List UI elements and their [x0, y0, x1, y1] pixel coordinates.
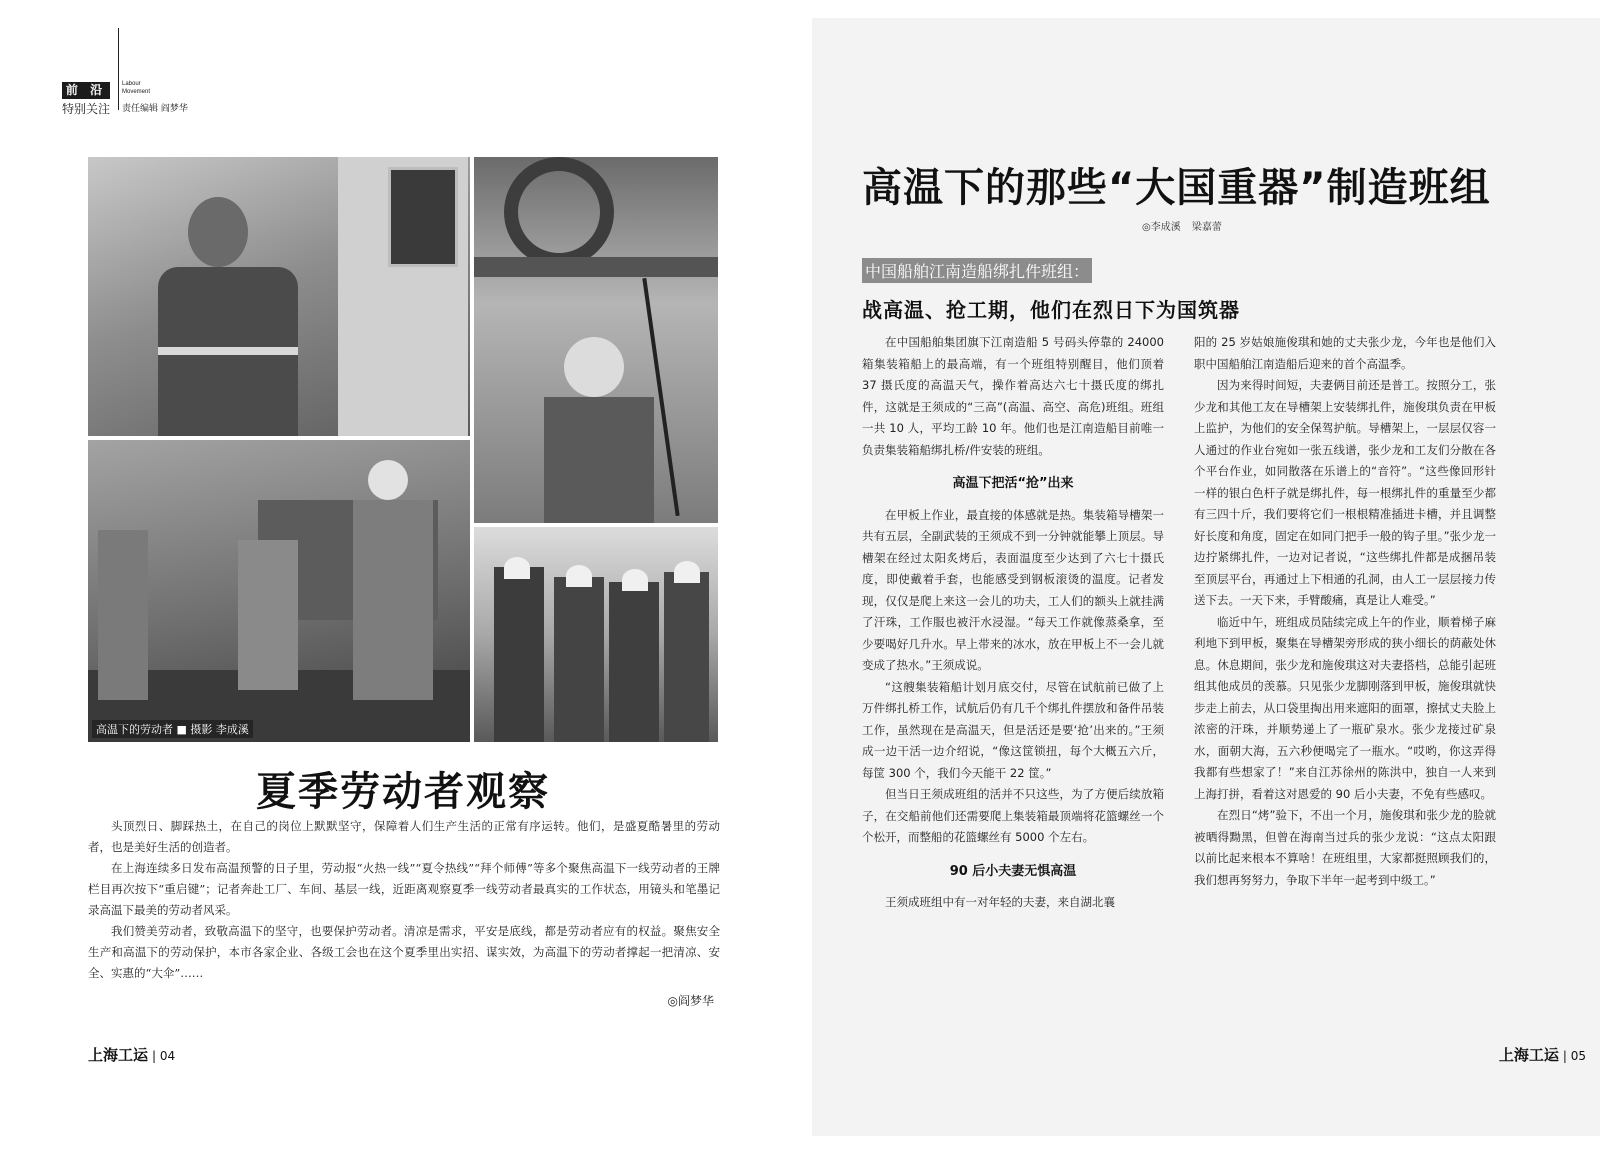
article-paragraph: “这艘集装箱船计划月底交付，尽管在试航前已做了上万件绑扎桥工作，试航后仍有几千个绑扎件摆放和备件吊装工作，虽然现在是高温天，但是活还是要‘抢’出来的。”王须成一边干活一边介绍说，“像这筐锁扭，每个大概五六斤，每筐 300 个，我们今天能干 22 筐。” [862, 679, 1164, 780]
article-title: 高温下的那些“大国重器”制造班组 [862, 165, 1491, 211]
intro-paragraph: 头顶烈日、脚踩热土，在自己的岗位上默默坚守，保障着人们生产生活的正常有序运转。他们，是盛夏酷暑里的劳动者，也是美好生活的创造者。 [88, 819, 720, 854]
section-subtitle: 特别关注 [62, 102, 111, 116]
article-paragraph: 在中国船舶集团旗下江南造船 5 号码头停靠的 24000 箱集装箱船上的最高端，有一个班组特别醒目，他们顶着 37 摄氏度的高温天气，操作着高达六七十摄氏度的绑扎件，这就是王须成的“三高”(高温、高空、高危)班组。班组一共 10 人，平均工龄 10 年。他们也是江南造船目前唯一负责集装箱船绑扎桥/件安装的班组。 [862, 335, 1164, 457]
right-page [812, 18, 1600, 1136]
article-column-2 [1194, 332, 1496, 891]
article-byline: ◎李成溪 梁嘉蕾 [1142, 222, 1222, 233]
intro-text [88, 816, 720, 984]
folio-left: 上海工运 | 04 [88, 1046, 176, 1064]
article-kicker: 中国船舶江南造船绑扎件班组： [862, 258, 1092, 283]
page-title: 夏季劳动者观察 [256, 768, 550, 815]
photo-caption: 高温下的劳动者 ■ 摄影 李成溪 [92, 720, 253, 738]
photo-worker-hook [474, 157, 718, 523]
section-editor: 责任编辑 阎梦华 [122, 104, 188, 114]
page-number: 05 [1570, 1049, 1586, 1063]
page-number: 04 [159, 1049, 176, 1063]
left-page [0, 0, 790, 1156]
section-english: Labour Movement [122, 81, 151, 95]
section-divider [118, 28, 119, 110]
article-paragraph: 阳的 25 岁姑娘施俊琪和她的丈夫张少龙，今年也是他们入职中国船舶江南造船后迎来的首个高温季。 [1194, 335, 1496, 371]
spread-gutter [790, 0, 812, 1156]
photo-workers-team [474, 527, 718, 742]
magazine-logo: 上海工运 [88, 1046, 149, 1064]
article-paragraph: 临近中午，班组成员陆续完成上午的作业，顺着梯子麻利地下到甲板，聚集在导槽架旁形成的狭小细长的荫蔽处休息。休息期间，张少龙和施俊琪这对夫妻搭档，总能引起班组其他成员的羡慕。只见张少龙脚刚落到甲板，施俊琪就快步走上前去，从口袋里掏出用来遮阳的面罩，擦拭丈夫脸上浓密的汗珠，并顺势递上了一瓶矿泉水。张少龙接过矿泉水，面朝大海，五六秒便喝完了一瓶水。“哎哟，你这弄得我都有些想家了！”来自江苏徐州的陈洪中，独自一人来到上海打拼，看着这对恩爱的 90 后小夫妻，不免有些感叹。 [1194, 614, 1496, 801]
folio-right: 上海工运 | 05 [1498, 1046, 1586, 1064]
article-paragraph: 在甲板上作业，最直接的体感就是热。集装箱导槽架一共有五层，全副武装的王须成不到一分钟就能攀上顶层。导槽架在经过太阳炙烤后，表面温度至少达到了六七十摄氏度，即使戴着手套，也能感受到钢板滚烫的温度。记者发现，仅仅是爬上来这一会儿的功夫，工人们的额头上就挂满了汗珠，工作服也被汗水浸湿。“每天工作就像蒸桑拿，至少要喝好几升水。早上带来的冰水，放在甲板上不一会儿就变成了热水。”王须成说。 [862, 507, 1164, 672]
subheading: 高温下把活“抢”出来 [952, 476, 1074, 491]
article-headline: 战高温、抢工期，他们在烈日下为国筑器 [862, 298, 1240, 322]
article-paragraph: 王须成班组中有一对年轻的夫妻，来自湖北襄 [885, 895, 1115, 909]
intro-paragraph: 我们赞美劳动者，致敬高温下的坚守，也要保护劳动者。清凉是需求，平安是底线，都是劳动者应有的权益。聚焦安全生产和高温下的劳动保护，本市各家企业、各级工会也在这个夏季里出实招、谋实效，为高温下的劳动者撑起一把清凉、安全、实惠的“大伞”…… [88, 924, 720, 980]
intro-paragraph: 在上海连续多日发布高温预警的日子里，劳动报“火热一线”“夏令热线”“拜个师傅”等多个聚焦高温下一线劳动者的王牌栏目再次按下“重启键”；记者奔赴工厂、车间、基层一线，近距离观察夏季一线劳动者最真实的工作状态，用镜头和笔墨记录高温下最美的劳动者风采。 [88, 861, 720, 917]
article-paragraph: 因为来得时间短，夫妻俩目前还是普工。按照分工，张少龙和其他工友在导槽架上安装绑扎件，施俊琪负责在甲板上监护，为他们的安全保驾护航。导槽架上，一层层仅容一人通过的作业台宛如一张五线谱，张少龙和工友们分散在各个平台作业，如同散落在乐谱上的“音符”。“这些像回形针一样的银白色杆子就是绑扎件，每一根绑扎件的重量至少都有三四十斤，我们要将它们一根根精准插进卡槽，并且调整好长度和角度，固定在如同门把手一般的钩子里。”张少龙一边拧紧绑扎件，一边对记者说，“这些绑扎件都是成捆吊装至顶层平台，再通过上下相通的孔洞，由人工一层层接力传送下去。一天下来，手臂酸痛，真是让人难受。” [1194, 378, 1496, 607]
photo-worker-with-water [88, 157, 470, 436]
article-paragraph: 在烈日“烤”验下，不出一个月，施俊琪和张少龙的脸就被晒得黝黑，但曾在海南当过兵的张少龙说：“这点太阳跟以前比起来根本不算啥！在班组里，大家都挺照顾我们的，我们想再努努力，争取下半年一起考到中级工。” [1194, 808, 1496, 887]
magazine-logo: 上海工运 [1498, 1046, 1559, 1064]
section-tag: 前 沿 [62, 82, 110, 99]
subheading: 90 后小夫妻无惧高温 [949, 863, 1077, 879]
article-column-1 [862, 332, 1164, 914]
photo-road-workers [88, 440, 470, 742]
author-byline: ◎阎梦华 [667, 994, 714, 1008]
article-paragraph: 但当日王须成班组的活并不只这些，为了方便后续放箱子，在交船前他们还需要爬上集装箱最顶端将花篮螺丝一个个松开，而整船的花篮螺丝有 5000 个左右。 [862, 787, 1164, 844]
